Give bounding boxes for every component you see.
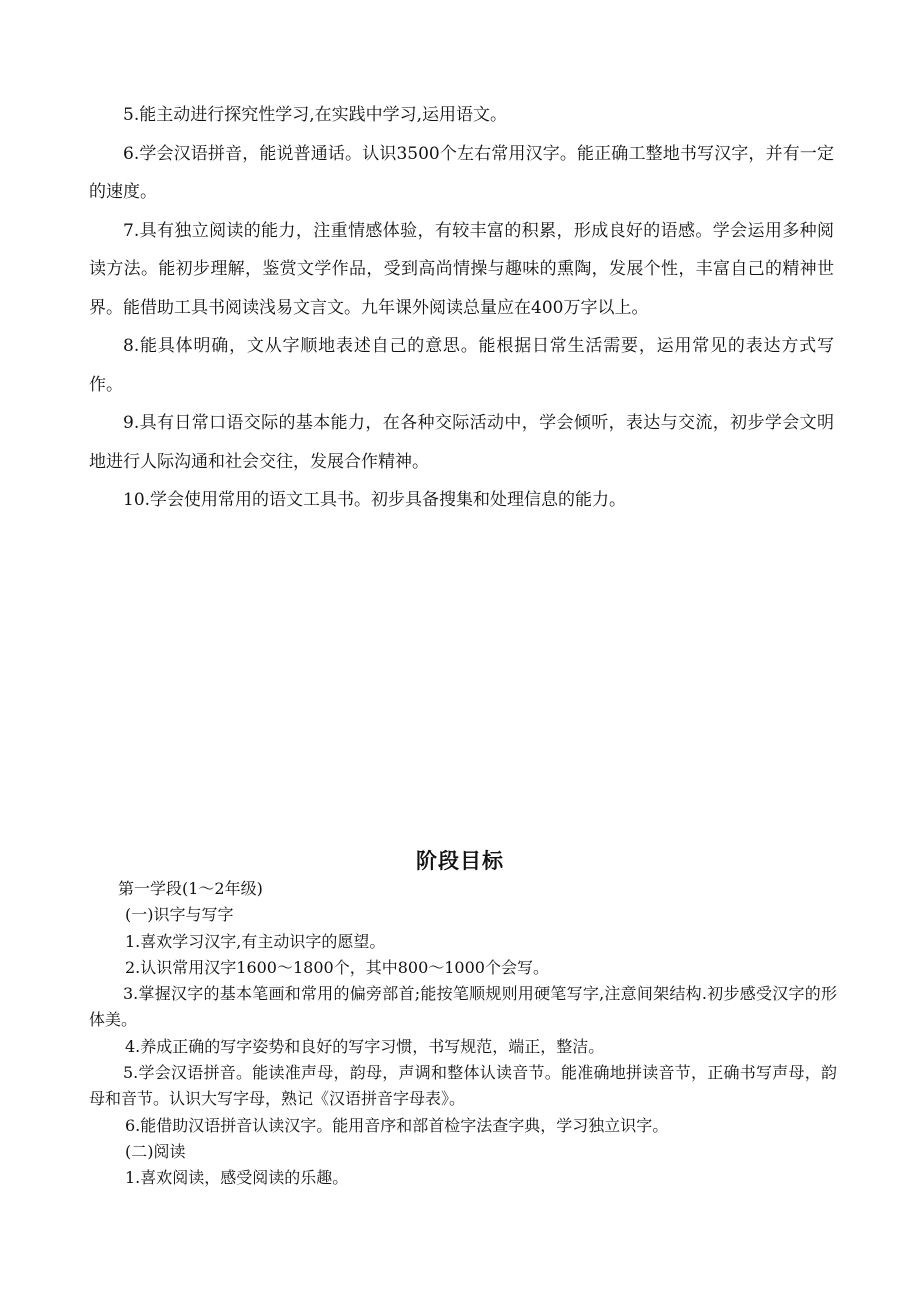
goal-5: 5.能主动进行探究性学习,在实践中学习,运用语文。 xyxy=(123,105,508,125)
stage-title: 第一学段(1～2年级) xyxy=(118,879,263,898)
literacy-item-6: 6.能借助汉语拼音认读汉字。能用音序和部首检字法查字典，学习独立识字。 xyxy=(125,1115,669,1135)
curriculum-goals xyxy=(89,96,834,520)
goal-7: 7.具有独立阅读的能力，注重情感体验，有较丰富的积累，形成良好的语感。学会运用多种阅读方法。能初步理解，鉴赏文学作品，受到高尚情操与趣味的熏陶，发展个性，丰富自己的精神世界。能借助工具书阅读浅易文言文。九年课外阅读总量应在400万字以上。 xyxy=(89,220,834,318)
literacy-item-1: 1.喜欢学习汉字,有主动识字的愿望。 xyxy=(125,931,386,951)
stage-goals xyxy=(89,876,837,1192)
literacy-item-5: 5.学会汉语拼音。能读准声母，韵母，声调和整体认读音节。能准确地拼读音节，正确书写声母，韵母和音节。认识大写字母，熟记《汉语拼音字母表》。 xyxy=(89,1063,837,1109)
goal-8: 8.能具体明确，文从字顺地表述自己的意思。能根据日常生活需要，运用常见的表达方式写作。 xyxy=(89,336,834,395)
goal-10: 10.学会使用常用的语文工具书。初步具备搜集和处理信息的能力。 xyxy=(123,490,627,510)
goal-9: 9.具有日常口语交际的基本能力，在各种交际活动中，学会倾听，表达与交流，初步学会文明地进行人际沟通和社会交往，发展合作精神。 xyxy=(89,413,834,472)
reading-item-1: 1.喜欢阅读，感受阅读的乐趣。 xyxy=(125,1168,349,1188)
literacy-item-4: 4.养成正确的写字姿势和良好的写字习惯，书写规范，端正，整洁。 xyxy=(125,1036,605,1056)
section-title: 阶段目标 xyxy=(416,849,504,873)
goal-6: 6.学会汉语拼音，能说普通话。认识3500个左右常用汉字。能正确工整地书写汉字，并有一定的速度。 xyxy=(89,143,834,202)
literacy-heading: (一)识字与写字 xyxy=(125,905,234,925)
literacy-item-2: 2.认识常用汉字1600～1800个，其中800～1000个会写。 xyxy=(125,957,549,977)
reading-heading: (二)阅读 xyxy=(125,1141,186,1161)
literacy-item-3: 3.掌握汉字的基本笔画和常用的偏旁部首;能按笔顺规则用硬笔写字,注意间架结构.初步感受汉字的形体美。 xyxy=(89,984,837,1030)
